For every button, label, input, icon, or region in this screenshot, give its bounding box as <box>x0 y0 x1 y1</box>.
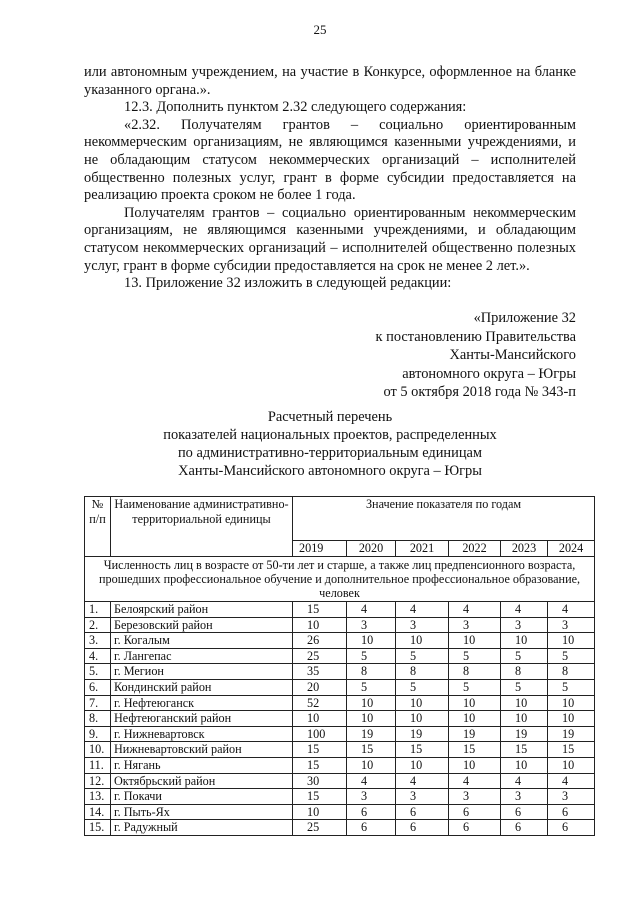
appendix-ref-line: Ханты-Мансийского <box>449 347 576 363</box>
row-value: 4 <box>396 602 449 618</box>
header-year: 2022 <box>449 541 501 557</box>
row-value: 4 <box>449 602 501 618</box>
row-value: 5 <box>548 679 595 695</box>
row-unit-name: г. Нягань <box>111 757 293 773</box>
row-value: 3 <box>396 789 449 805</box>
header-year: 2019 <box>293 541 347 557</box>
row-value: 5 <box>396 648 449 664</box>
table-row <box>85 679 595 695</box>
table-row <box>85 757 595 773</box>
row-value: 26 <box>293 633 347 649</box>
row-number: 14. <box>85 804 111 820</box>
row-value: 6 <box>347 804 396 820</box>
header-year: 2020 <box>347 541 396 557</box>
row-number: 1. <box>85 602 111 618</box>
table-row <box>85 695 595 711</box>
row-number: 12. <box>85 773 111 789</box>
row-unit-name: Березовский район <box>111 617 293 633</box>
row-value: 6 <box>449 804 501 820</box>
appendix-ref-line: к постановлению Правительства <box>375 328 576 345</box>
indicator-table-wrapper <box>84 496 594 836</box>
row-value: 3 <box>449 617 501 633</box>
row-value: 4 <box>501 602 548 618</box>
row-unit-name: Октябрьский район <box>111 773 293 789</box>
row-value: 5 <box>347 648 396 664</box>
row-value: 4 <box>347 773 396 789</box>
row-value: 10 <box>396 711 449 727</box>
table-row <box>85 820 595 836</box>
header-values: Значение показателя по годам <box>293 497 595 541</box>
row-unit-name: г. Лангепас <box>111 648 293 664</box>
row-value: 10 <box>396 633 449 649</box>
table-title-line: по административно-территориальным единицам <box>177 445 483 461</box>
row-value: 6 <box>396 804 449 820</box>
row-value: 6 <box>396 820 449 836</box>
row-value: 15 <box>347 742 396 758</box>
row-value: 8 <box>396 664 449 680</box>
row-value: 19 <box>449 726 501 742</box>
row-value: 20 <box>293 679 347 695</box>
table-row <box>85 742 595 758</box>
row-value: 8 <box>449 664 501 680</box>
row-value: 4 <box>449 773 501 789</box>
row-value: 3 <box>347 789 396 805</box>
row-value: 19 <box>548 726 595 742</box>
row-value: 10 <box>501 711 548 727</box>
table-row <box>85 648 595 664</box>
indicator-description: Численность лиц в возрасте от 50-ти лет и старше, а также лиц предпенсионного возраста, прошедших профессиональное обучение и дополнительное профессиональное образование, человек <box>85 557 595 602</box>
row-unit-name: г. Радужный <box>111 820 293 836</box>
row-value: 4 <box>347 602 396 618</box>
table-row <box>85 664 595 680</box>
row-value: 10 <box>347 633 396 649</box>
row-value: 35 <box>293 664 347 680</box>
header-num: № п/п <box>85 497 111 557</box>
row-unit-name: г. Мегион <box>111 664 293 680</box>
paragraph-grant-2-years: Получателям грантов – социально ориентированным некоммерческим организациям, не являющимся казенными учреждениями, и обладающим статусом некоммерческих организаций – исполнителей общественно полезных услуг, грант в форме субсидии предоставляется на срок не менее 2 лет.». <box>84 204 576 274</box>
row-value: 10 <box>293 711 347 727</box>
paragraph-item-12-3: 12.3. Дополнить пунктом 2.32 следующего содержания: <box>124 99 467 116</box>
row-unit-name: г. Когалым <box>111 633 293 649</box>
appendix-ref-line: от 5 октября 2018 года № 343-п <box>383 384 576 400</box>
row-value: 10 <box>449 695 501 711</box>
row-value: 10 <box>347 695 396 711</box>
table-row <box>85 726 595 742</box>
row-value: 8 <box>501 664 548 680</box>
row-value: 15 <box>396 742 449 758</box>
row-value: 4 <box>501 773 548 789</box>
appendix-reference <box>300 309 576 402</box>
row-value: 10 <box>347 757 396 773</box>
row-value: 10 <box>396 695 449 711</box>
row-value: 5 <box>396 679 449 695</box>
row-value: 10 <box>501 695 548 711</box>
table-row <box>85 789 595 805</box>
row-value: 10 <box>548 757 595 773</box>
header-name: Наименование административно-территориальной единицы <box>111 497 293 557</box>
row-number: 2. <box>85 617 111 633</box>
table-row <box>85 602 595 618</box>
table-title <box>84 408 576 480</box>
row-value: 3 <box>501 617 548 633</box>
table-row <box>85 804 595 820</box>
row-value: 5 <box>347 679 396 695</box>
row-unit-name: Нефтеюганский район <box>111 711 293 727</box>
row-number: 6. <box>85 679 111 695</box>
row-value: 3 <box>347 617 396 633</box>
row-value: 10 <box>449 757 501 773</box>
row-value: 10 <box>548 695 595 711</box>
table-row <box>85 617 595 633</box>
row-value: 4 <box>396 773 449 789</box>
row-unit-name: г. Нижневартовск <box>111 726 293 742</box>
row-value: 15 <box>293 602 347 618</box>
row-number: 10. <box>85 742 111 758</box>
row-value: 10 <box>449 711 501 727</box>
row-unit-name: Белоярский район <box>111 602 293 618</box>
appendix-ref-line: автономного округа – Югры <box>402 365 576 382</box>
row-value: 5 <box>449 648 501 664</box>
table-title-line: Расчетный перечень <box>267 409 393 425</box>
row-value: 4 <box>548 773 595 789</box>
header-year: 2024 <box>548 541 595 557</box>
row-value: 5 <box>501 679 548 695</box>
row-value: 10 <box>449 633 501 649</box>
row-number: 15. <box>85 820 111 836</box>
row-unit-name: г. Пыть-Ях <box>111 804 293 820</box>
row-value: 8 <box>347 664 396 680</box>
row-number: 3. <box>85 633 111 649</box>
row-number: 9. <box>85 726 111 742</box>
row-value: 3 <box>548 789 595 805</box>
row-unit-name: Нижневартовский район <box>111 742 293 758</box>
row-value: 19 <box>347 726 396 742</box>
row-number: 7. <box>85 695 111 711</box>
document-body <box>84 64 576 293</box>
table-row <box>85 711 595 727</box>
row-number: 8. <box>85 711 111 727</box>
row-value: 3 <box>501 789 548 805</box>
row-value: 6 <box>548 820 595 836</box>
paragraph-item-13: 13. Приложение 32 изложить в следующей редакции: <box>124 275 452 292</box>
row-value: 5 <box>548 648 595 664</box>
table-title-line: Ханты-Мансийского автономного округа – Югры <box>178 463 482 479</box>
row-value: 3 <box>449 789 501 805</box>
paragraph-continuation: или автономным учреждением, на участие в Конкурсе, оформленное на бланке указанного органа.». <box>84 64 576 98</box>
row-unit-name: Кондинский район <box>111 679 293 695</box>
table-title-line: показателей национальных проектов, распределенных <box>163 427 497 443</box>
page-number: 25 <box>313 22 327 37</box>
row-value: 3 <box>548 617 595 633</box>
table-row <box>85 633 595 649</box>
row-value: 15 <box>293 757 347 773</box>
row-value: 30 <box>293 773 347 789</box>
row-value: 10 <box>548 711 595 727</box>
row-value: 6 <box>501 820 548 836</box>
row-value: 25 <box>293 648 347 664</box>
table-row <box>85 773 595 789</box>
row-value: 5 <box>501 648 548 664</box>
paragraph-item-2-32: «2.32. Получателям грантов – социально ориентированным некоммерческим организациям, не являющимся казенными учреждениями, и не обладающим статусом некоммерческих организаций – исполнителей общественно полезных услуг, грант в форме субсидии предоставляется на реализацию проекта сроком не более 1 года. <box>84 116 576 204</box>
row-value: 10 <box>396 757 449 773</box>
row-value: 6 <box>501 804 548 820</box>
row-value: 8 <box>548 664 595 680</box>
appendix-ref-line: «Приложение 32 <box>473 310 576 326</box>
row-value: 10 <box>501 633 548 649</box>
row-value: 5 <box>449 679 501 695</box>
row-value: 6 <box>449 820 501 836</box>
row-value: 25 <box>293 820 347 836</box>
row-value: 15 <box>293 742 347 758</box>
row-value: 15 <box>501 742 548 758</box>
row-value: 52 <box>293 695 347 711</box>
row-value: 100 <box>293 726 347 742</box>
row-value: 15 <box>548 742 595 758</box>
row-value: 19 <box>396 726 449 742</box>
indicator-table <box>84 496 595 836</box>
row-value: 10 <box>293 617 347 633</box>
row-value: 15 <box>449 742 501 758</box>
header-year: 2021 <box>396 541 449 557</box>
row-value: 6 <box>548 804 595 820</box>
row-value: 10 <box>293 804 347 820</box>
row-value: 4 <box>548 602 595 618</box>
row-value: 15 <box>293 789 347 805</box>
row-value: 10 <box>347 711 396 727</box>
row-number: 13. <box>85 789 111 805</box>
row-value: 10 <box>548 633 595 649</box>
header-year: 2023 <box>501 541 548 557</box>
row-number: 5. <box>85 664 111 680</box>
row-value: 10 <box>501 757 548 773</box>
row-unit-name: г. Покачи <box>111 789 293 805</box>
row-value: 6 <box>347 820 396 836</box>
row-number: 4. <box>85 648 111 664</box>
row-value: 19 <box>501 726 548 742</box>
row-number: 11. <box>85 757 111 773</box>
row-value: 3 <box>396 617 449 633</box>
row-unit-name: г. Нефтеюганск <box>111 695 293 711</box>
